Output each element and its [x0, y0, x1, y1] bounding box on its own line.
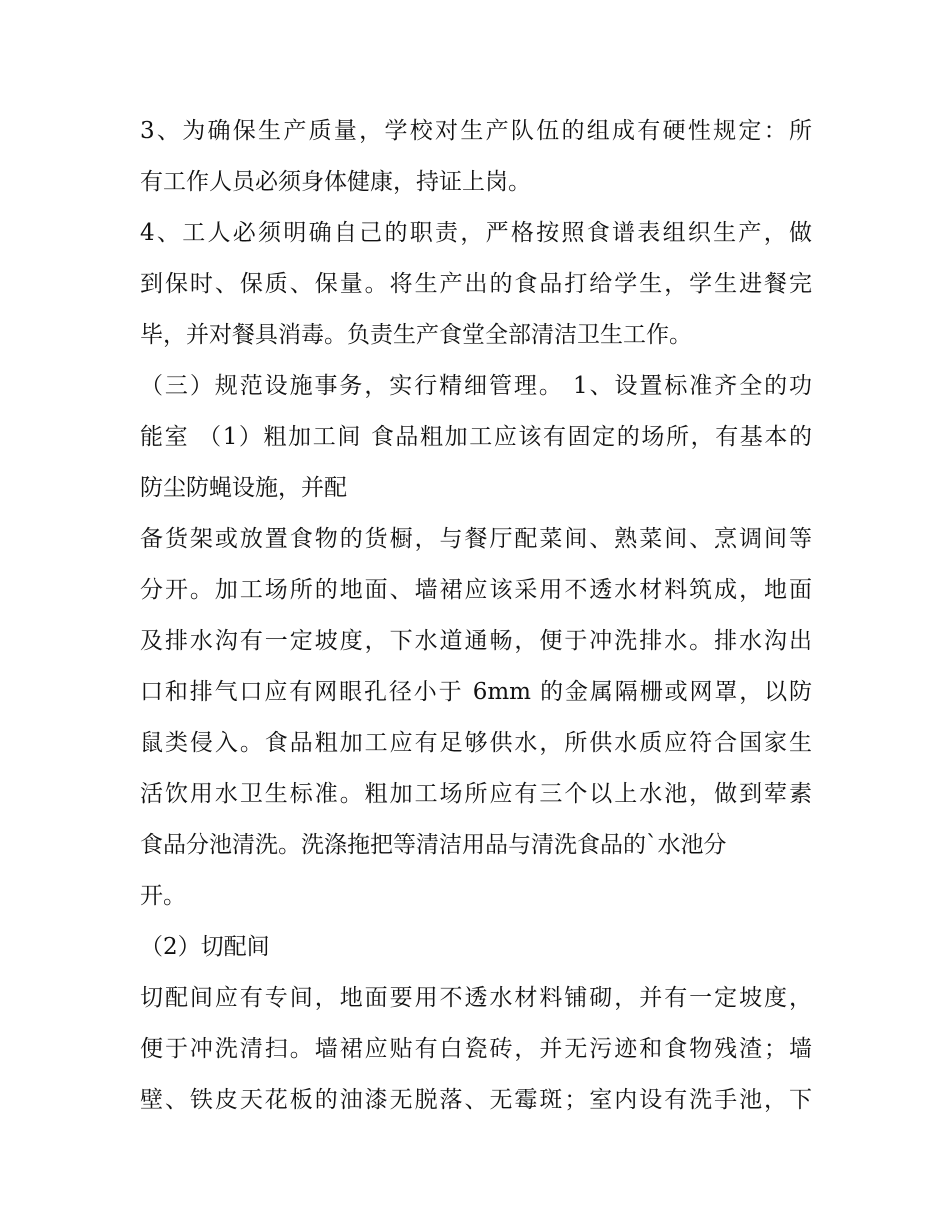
text-line: 3、为确保生产质量，学校对生产队伍的组成有硬性规定：所	[140, 118, 812, 144]
text-line: 到保时、保质、保量。将生产出的食品打给学生，学生进餐完	[140, 271, 812, 297]
text-line: 有工作人员必须身体健康，持证上岗。	[140, 169, 531, 195]
text-line: 切配间应有专间，地面要用不透水材料铺砌，并有一定坡度，	[140, 985, 812, 1011]
text-line: 分开。加工场所的地面、墙裙应该采用不透水材料筑成，地面	[140, 577, 812, 603]
text-line: 食品分池清洗。洗涤拖把等清洁用品与清洗食品的`水池分	[140, 832, 727, 858]
text-line: 4、工人必须明确自己的职责，严格按照食谱表组织生产，做	[140, 220, 812, 246]
text-line: 鼠类侵入。食品粗加工应有足够供水，所供水质应符合国家生	[140, 730, 812, 756]
subsection-heading-line: （2）切配间	[140, 934, 270, 960]
text-line: 防尘防蝇设施，并配	[140, 475, 347, 501]
text-line: 便于冲洗清扫。墙裙应贴有白瓷砖，并无污迹和食物残渣；墙	[140, 1036, 812, 1062]
text-line: 能室 （1）粗加工间 食品粗加工应该有固定的场所，有基本的	[140, 424, 812, 450]
text-line: 壁、铁皮天花板的油漆无脱落、无霉斑；室内设有洗手池，下	[140, 1087, 812, 1113]
document-body	[140, 106, 820, 1126]
text-line: 及排水沟有一定坡度，下水道通畅，便于冲洗排水。排水沟出	[140, 628, 812, 654]
text-line: 备货架或放置食物的货橱，与餐厅配菜间、熟菜间、烹调间等	[140, 526, 812, 552]
text-line: 毕，并对餐具消毒。负责生产食堂全部清洁卫生工作。	[140, 322, 692, 348]
text-line: 口和排气口应有网眼孔径小于 6mm 的金属隔栅或网罩，以防	[140, 679, 812, 705]
text-line: 开。	[140, 883, 186, 909]
text-line: 活饮用水卫生标准。粗加工场所应有三个以上水池，做到荤素	[140, 781, 812, 807]
section-heading-line: （三）规范设施事务，实行精细管理。 1、设置标准齐全的功	[140, 373, 812, 399]
